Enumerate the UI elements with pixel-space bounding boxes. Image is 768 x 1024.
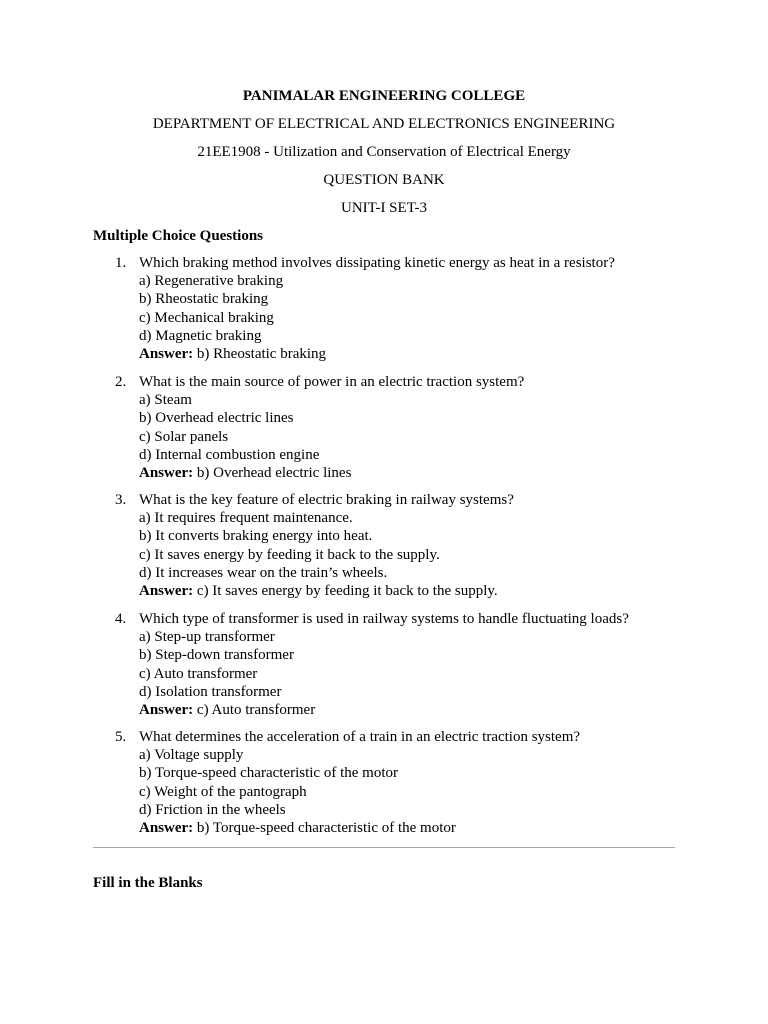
section-divider (93, 847, 675, 848)
mcq-question-2 (115, 373, 715, 482)
option-d: d) Isolation transformer (139, 683, 282, 700)
option-d: d) Internal combustion engine (139, 446, 320, 463)
option-c: c) Auto transformer (139, 665, 258, 682)
option-a: a) Steam (139, 392, 192, 409)
question-number: 1. (115, 255, 127, 271)
question-number: 5. (115, 729, 127, 745)
option-d: d) Magnetic braking (139, 327, 262, 344)
answer-text: c) It saves energy by feeding it back to the supply. (193, 582, 498, 599)
answer-text: b) Torque-speed characteristic of the motor (193, 819, 456, 836)
question-text-line (115, 373, 715, 391)
option-a: a) Regenerative braking (139, 273, 284, 290)
mcq-section-title: Multiple Choice Questions (93, 228, 264, 244)
fill-blanks-section-title: Fill in the Blanks (93, 875, 203, 891)
question-text-line (115, 491, 715, 509)
question-text: What is the main source of power in an electric traction system? (139, 374, 525, 390)
answer-line (115, 582, 715, 600)
question-text: Which type of transformer is used in railway systems to handle fluctuating loads? (139, 611, 629, 627)
option-a: a) Voltage supply (139, 747, 244, 764)
mcq-question-4 (115, 610, 715, 719)
mcq-question-5 (115, 728, 715, 837)
college-name: PANIMALAR ENGINEERING COLLEGE (242, 88, 526, 104)
option-c: c) It saves energy by feeding it back to the supply. (139, 546, 440, 563)
option-c: c) Weight of the pantograph (139, 783, 307, 800)
question-number: 2. (115, 374, 127, 390)
answer-line (115, 345, 715, 363)
mcq-question-3 (115, 491, 715, 600)
answer-label: Answer: (139, 345, 194, 362)
answer-text: b) Overhead electric lines (193, 464, 352, 481)
answer-line (115, 819, 715, 837)
document-type: QUESTION BANK (323, 172, 445, 188)
question-text: Which braking method involves dissipating kinetic energy as heat in a resistor? (139, 255, 615, 271)
option-b: b) Torque-speed characteristic of the motor (139, 765, 398, 782)
option-d: d) Friction in the wheels (139, 801, 286, 818)
option-a: a) Step-up transformer (139, 629, 275, 646)
unit-set: UNIT-I SET-3 (341, 200, 427, 216)
answer-line (115, 464, 715, 482)
question-number: 3. (115, 492, 127, 508)
answer-label: Answer: (139, 582, 194, 599)
answer-label: Answer: (139, 464, 194, 481)
department-name: DEPARTMENT OF ELECTRICAL AND ELECTRONICS ENGINEERING (152, 116, 616, 132)
question-text-line (115, 610, 715, 628)
option-c: c) Mechanical braking (139, 309, 274, 326)
option-b: b) Overhead electric lines (139, 410, 294, 427)
answer-label: Answer: (139, 819, 194, 836)
option-b: b) Rheostatic braking (139, 291, 269, 308)
question-text-line (115, 728, 715, 746)
option-b: b) Step-down transformer (139, 647, 294, 664)
question-text-line (115, 254, 715, 272)
question-number: 4. (115, 611, 127, 627)
option-d: d) It increases wear on the train’s wheels. (139, 564, 388, 581)
answer-text: c) Auto transformer (193, 701, 316, 718)
option-b: b) It converts braking energy into heat. (139, 528, 373, 545)
answer-label: Answer: (139, 701, 194, 718)
question-text: What is the key feature of electric braking in railway systems? (139, 492, 514, 508)
course-title: 21EE1908 - Utilization and Conservation of Electrical Energy (197, 144, 571, 160)
answer-text: b) Rheostatic braking (193, 345, 327, 362)
mcq-question-1 (115, 254, 715, 363)
question-text: What determines the acceleration of a train in an electric traction system? (139, 729, 581, 745)
option-c: c) Solar panels (139, 428, 229, 445)
answer-line (115, 701, 715, 719)
option-a: a) It requires frequent maintenance. (139, 510, 353, 527)
